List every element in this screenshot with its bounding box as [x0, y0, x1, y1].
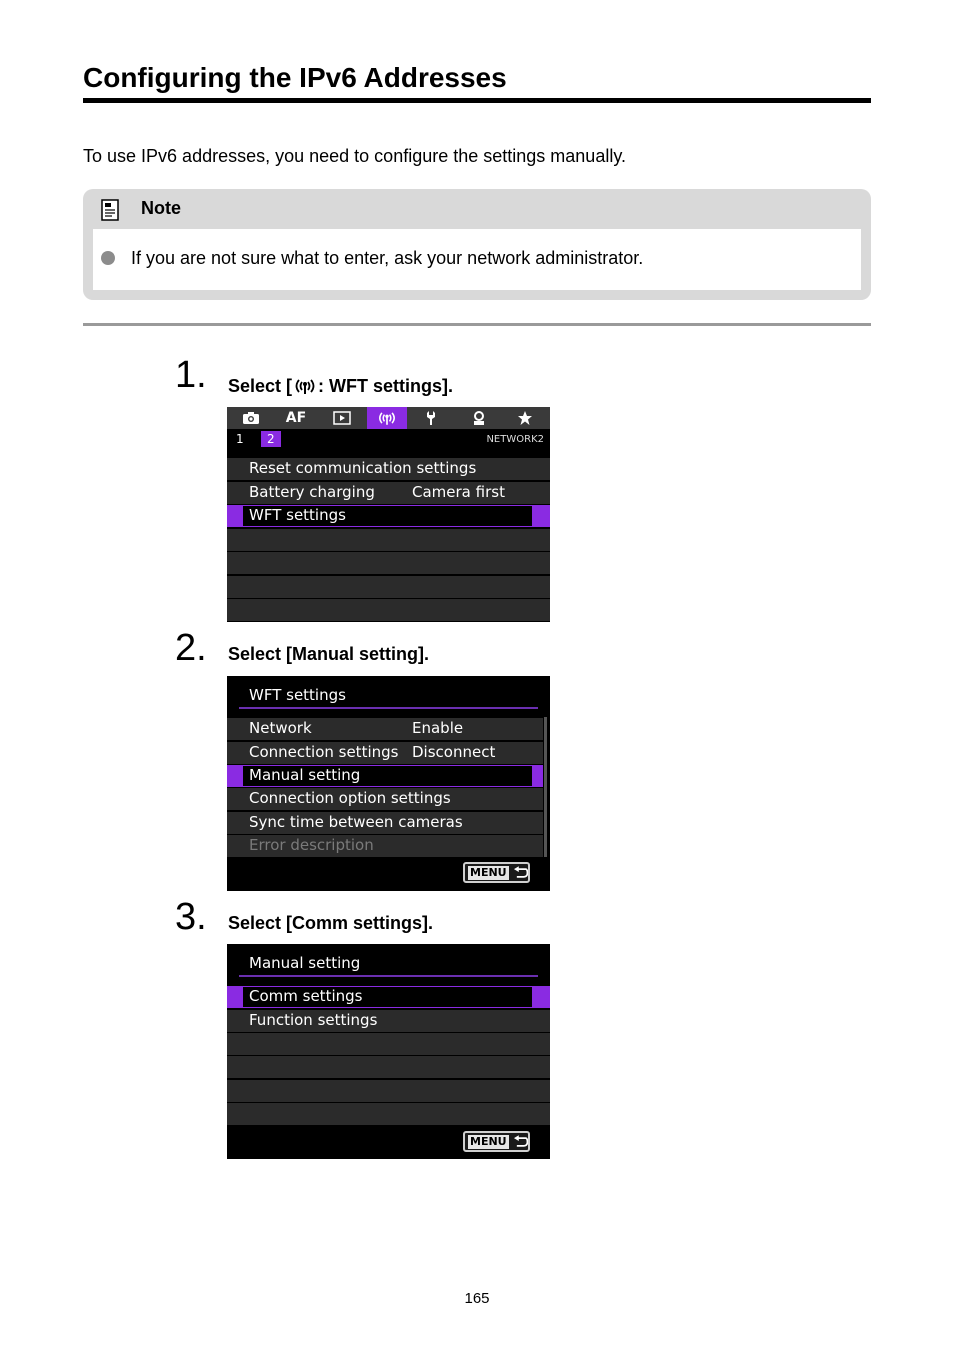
title-rule — [83, 98, 871, 103]
wireless-icon — [292, 377, 318, 395]
menu-row-selected[interactable] — [227, 765, 543, 787]
wireless-icon — [376, 410, 398, 426]
tab-playback[interactable] — [322, 407, 362, 429]
tab-wireless[interactable] — [367, 407, 407, 429]
step-text-after: : WFT settings]. — [318, 376, 454, 396]
menu-row-empty — [227, 1033, 550, 1055]
tab-af[interactable] — [276, 407, 316, 429]
menu-row-label: Function settings — [249, 1011, 378, 1029]
tab-af-label: AF — [285, 410, 307, 426]
menu-row[interactable] — [227, 788, 543, 810]
page-title: Configuring the IPv6 Addresses — [83, 62, 507, 93]
menu-row-empty — [227, 1056, 550, 1078]
note-box — [83, 189, 871, 300]
custom-icon — [471, 410, 487, 426]
menu-row[interactable] — [227, 458, 550, 480]
menu-row-empty — [227, 1080, 550, 1102]
menu-row-label: Network — [249, 719, 312, 737]
menu-row-label: Reset communication settings — [249, 459, 477, 477]
menu-row-empty — [227, 529, 550, 551]
step-instruction: Select [Manual setting]. — [228, 644, 430, 664]
menu-row-label: Comm settings — [249, 987, 363, 1005]
camera-screen-manual-setting — [227, 944, 550, 1159]
menu-row-label: Connection option settings — [249, 789, 451, 807]
menu-row-label: WFT settings — [249, 506, 346, 524]
section-divider — [83, 323, 871, 326]
bullet-icon — [101, 251, 115, 265]
note-item: If you are not sure what to enter, ask your network administrator. — [131, 248, 644, 268]
network-label: NETWORK2 — [486, 434, 544, 445]
menu-row[interactable] — [227, 742, 543, 764]
step-text-before: Select [ — [228, 376, 293, 396]
wrench-icon — [425, 410, 441, 426]
screen-title: WFT settings — [249, 686, 346, 704]
tab-custom[interactable] — [459, 407, 499, 429]
menu-row-label: Battery charging — [249, 483, 375, 501]
menu-row-empty — [227, 552, 550, 574]
camera-screen-network-menu — [227, 407, 550, 622]
menu-row-label: Manual setting — [249, 766, 361, 784]
title-underline — [239, 707, 538, 709]
tab-my-menu[interactable] — [505, 407, 545, 429]
scrollbar[interactable] — [544, 717, 547, 857]
menu-return-button[interactable] — [463, 862, 530, 883]
menu-row[interactable] — [227, 482, 550, 504]
tab-bar — [227, 407, 550, 429]
note-label: Note — [141, 198, 181, 218]
playback-icon — [333, 411, 351, 425]
menu-button-label: MENU — [470, 1134, 507, 1148]
step-instruction: Select [Comm settings]. — [228, 913, 434, 933]
subtab-2[interactable]: 2 — [261, 431, 281, 447]
menu-row-selected[interactable] — [227, 505, 550, 527]
step-instruction — [228, 376, 453, 397]
step-number: 2. — [175, 627, 207, 669]
note-body — [93, 229, 861, 290]
menu-row-label: Sync time between cameras — [249, 813, 463, 831]
return-icon — [513, 1135, 528, 1149]
step-number: 1. — [175, 354, 207, 396]
menu-row[interactable] — [227, 1010, 550, 1032]
menu-row-disabled — [227, 835, 543, 857]
menu-row-empty — [227, 576, 550, 598]
subtab-row — [227, 429, 550, 454]
screen-title: Manual setting — [249, 954, 361, 972]
menu-row-value: Enable — [412, 719, 464, 737]
title-underline — [239, 975, 538, 977]
tab-shooting[interactable] — [231, 407, 271, 429]
menu-row-value: Disconnect — [412, 743, 496, 761]
menu-row-value: Camera first — [412, 483, 505, 501]
star-icon — [517, 410, 533, 426]
tab-setup[interactable] — [413, 407, 453, 429]
menu-row-empty — [227, 1103, 550, 1125]
note-icon — [101, 199, 119, 221]
menu-row[interactable] — [227, 812, 543, 834]
menu-return-button[interactable] — [463, 1131, 530, 1152]
camera-icon — [242, 411, 260, 425]
menu-row-label: Connection settings — [249, 743, 399, 761]
menu-button-label: MENU — [470, 865, 507, 879]
subtab-1[interactable]: 1 — [236, 432, 244, 446]
menu-row-label: Error description — [249, 836, 374, 854]
page-number: 165 — [464, 1290, 490, 1307]
menu-row-selected[interactable] — [227, 986, 550, 1008]
step-number: 3. — [175, 896, 207, 938]
camera-screen-wft-settings — [227, 676, 550, 891]
intro-text: To use IPv6 addresses, you need to configure the settings manually. — [83, 146, 626, 166]
return-icon — [513, 866, 528, 880]
menu-row[interactable] — [227, 718, 543, 740]
menu-row-empty — [227, 599, 550, 621]
